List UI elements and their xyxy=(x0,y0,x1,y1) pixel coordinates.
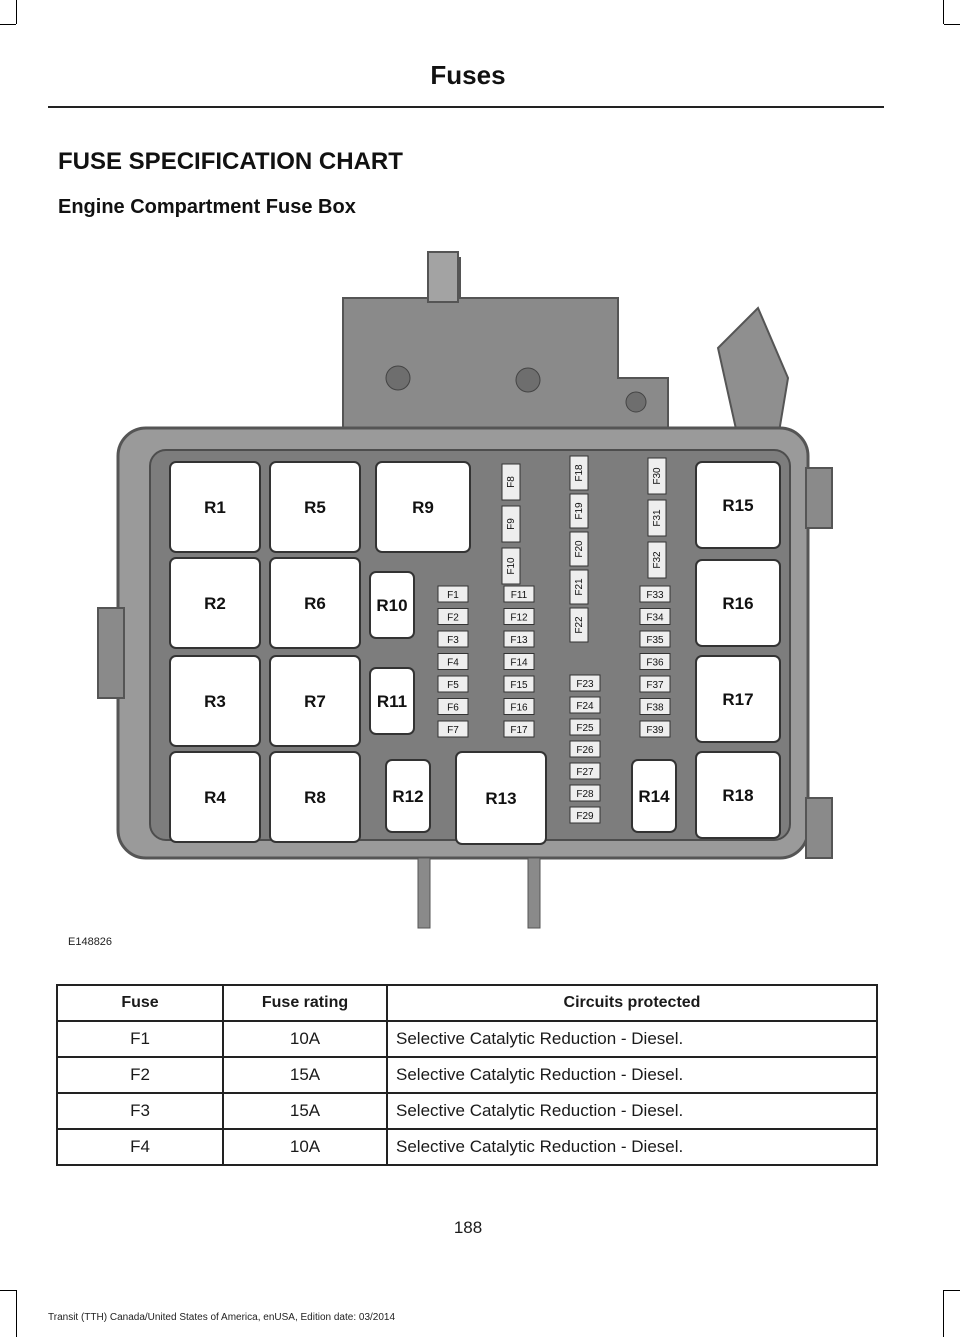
right-tab xyxy=(806,468,832,528)
fuse-label: F28 xyxy=(576,789,594,800)
relay-r13 xyxy=(456,752,546,844)
fuse-box-illustration xyxy=(58,238,880,950)
fuse-label: F26 xyxy=(576,745,594,756)
fuse-f26 xyxy=(570,741,600,757)
relay-r2 xyxy=(170,558,260,648)
crop-mark xyxy=(0,24,16,25)
fuse-cell: F2 xyxy=(57,1057,223,1093)
fuse-label: F35 xyxy=(646,635,664,646)
relay-r14 xyxy=(632,760,676,832)
table-row xyxy=(57,1021,877,1057)
fuse-f2 xyxy=(438,609,468,625)
fuse-label: F7 xyxy=(447,725,459,736)
relay-r18 xyxy=(696,752,780,838)
fuse-label: F27 xyxy=(576,767,594,778)
mount-leg xyxy=(418,858,430,928)
fuse-label: F13 xyxy=(510,635,528,646)
relay-r8 xyxy=(270,752,360,842)
crop-mark xyxy=(943,0,944,24)
fuse-f13 xyxy=(504,631,534,647)
fuse-f8 xyxy=(502,464,520,500)
circuit-cell: Selective Catalytic Reduction - Diesel. xyxy=(387,1129,877,1165)
relay-label: R5 xyxy=(304,498,326,517)
fuse-f27 xyxy=(570,763,600,779)
fuse-f19 xyxy=(570,494,588,528)
col-circuits-header: Circuits protected xyxy=(387,985,877,1021)
bolt-icon xyxy=(386,366,410,390)
relay-label: R7 xyxy=(304,692,326,711)
fuse-label: F16 xyxy=(510,702,528,714)
fuse-label: F24 xyxy=(576,701,594,712)
circuit-cell: Selective Catalytic Reduction - Diesel. xyxy=(387,1057,877,1093)
crop-mark xyxy=(944,24,960,25)
fuse-label: F6 xyxy=(447,702,459,714)
fuse-f18 xyxy=(570,456,588,490)
rating-cell: 10A xyxy=(223,1129,387,1165)
fuse-label: F33 xyxy=(646,590,664,601)
fuse-label: F36 xyxy=(646,657,664,669)
fuse-label: F8 xyxy=(506,476,517,488)
fuse-f3 xyxy=(438,631,468,647)
fuse-f32 xyxy=(648,542,666,578)
crop-mark xyxy=(16,0,17,24)
relay-r7 xyxy=(270,656,360,746)
relay-r16 xyxy=(696,560,780,646)
fuse-f15 xyxy=(504,676,534,692)
fuse-f36 xyxy=(640,654,670,670)
relay-label: R17 xyxy=(722,690,754,709)
fuse-f11 xyxy=(504,586,534,602)
fuse-cell: F1 xyxy=(57,1021,223,1057)
fuse-f14 xyxy=(504,654,534,670)
relay-label: R14 xyxy=(638,787,670,806)
fuse-label: F19 xyxy=(574,502,585,520)
fuse-f37 xyxy=(640,676,670,692)
relay-label: R11 xyxy=(376,692,408,711)
fuse-label: F9 xyxy=(506,518,517,530)
fuse-f25 xyxy=(570,719,600,735)
fuse-label: F37 xyxy=(646,680,664,691)
relay-label: R8 xyxy=(304,788,326,807)
fuse-f35 xyxy=(640,631,670,647)
rating-cell: 10A xyxy=(223,1021,387,1057)
fuse-label: F2 xyxy=(447,612,459,624)
fuse-f31 xyxy=(648,500,666,536)
fuse-f6 xyxy=(438,699,468,715)
relay-r11 xyxy=(370,668,414,734)
fuse-label: F15 xyxy=(510,680,528,691)
rating-cell: 15A xyxy=(223,1057,387,1093)
relay-r5 xyxy=(270,462,360,552)
relay-label: R9 xyxy=(412,498,434,517)
crop-mark xyxy=(0,1290,16,1291)
left-tab xyxy=(98,608,124,698)
relay-label: R3 xyxy=(204,692,226,711)
fuse-label: F34 xyxy=(646,612,664,624)
fuse-label: F39 xyxy=(646,725,664,736)
circuit-cell: Selective Catalytic Reduction - Diesel. xyxy=(387,1021,877,1057)
fuse-label: F21 xyxy=(574,578,585,596)
page-subtitle: Engine Compartment Fuse Box xyxy=(58,196,356,218)
fuse-f28 xyxy=(570,785,600,801)
fuse-f39 xyxy=(640,721,670,737)
relay-r15 xyxy=(696,462,780,548)
fuse-box-diagram xyxy=(58,238,880,950)
relay-label: R4 xyxy=(204,788,226,807)
fuse-label: F11 xyxy=(510,590,528,601)
diagram-code: E148826 xyxy=(68,936,113,948)
fuse-f17 xyxy=(504,721,534,737)
crop-mark xyxy=(944,1290,960,1291)
fuse-label: F25 xyxy=(576,723,594,734)
table-row xyxy=(57,1057,877,1093)
col-rating-header: Fuse rating xyxy=(223,985,387,1021)
relay-label: R12 xyxy=(392,787,424,806)
fuse-f4 xyxy=(438,654,468,670)
side-clip xyxy=(718,308,788,438)
relay-r10 xyxy=(370,572,414,638)
crop-mark xyxy=(16,1290,17,1337)
fuse-f30 xyxy=(648,458,666,494)
top-bracket xyxy=(343,258,668,428)
circuit-cell: Selective Catalytic Reduction - Diesel. xyxy=(387,1093,877,1129)
fuse-label: F32 xyxy=(652,551,663,569)
relay-r12 xyxy=(386,760,430,832)
bracket-tab xyxy=(428,252,458,302)
right-tab xyxy=(806,798,832,858)
fuse-f38 xyxy=(640,699,670,715)
col-fuse-header: Fuse xyxy=(57,985,223,1021)
fuse-f9 xyxy=(502,506,520,542)
fuse-f5 xyxy=(438,676,468,692)
relay-label: R10 xyxy=(376,596,408,615)
fuse-f24 xyxy=(570,697,600,713)
relay-label: R16 xyxy=(722,594,754,613)
fuse-label: F3 xyxy=(447,635,459,646)
relay-label: R6 xyxy=(304,594,326,613)
fuse-label: F38 xyxy=(646,702,664,714)
table-header-row xyxy=(57,985,877,1021)
page-title: FUSE SPECIFICATION CHART xyxy=(58,148,403,175)
header-rule xyxy=(48,106,884,108)
fuse-f33 xyxy=(640,586,670,602)
fuse-label: F14 xyxy=(510,657,528,669)
fuse-label: F23 xyxy=(576,679,594,690)
fuse-label: F17 xyxy=(510,725,528,736)
fuse-f20 xyxy=(570,532,588,566)
table-row xyxy=(57,1093,877,1129)
rating-cell: 15A xyxy=(223,1093,387,1129)
footer-text: Transit (TTH) Canada/United States of America, enUSA, Edition date: 03/2014 xyxy=(48,1312,396,1323)
fuse-f10 xyxy=(502,548,520,584)
mount-leg xyxy=(528,858,540,928)
fuse-f23 xyxy=(570,675,600,691)
page-number: 188 xyxy=(453,1218,483,1237)
relay-label: R18 xyxy=(722,786,754,805)
fuse-f34 xyxy=(640,609,670,625)
fuse-f1 xyxy=(438,586,468,602)
relay-label: R1 xyxy=(204,498,226,517)
fuse-label: F5 xyxy=(447,680,459,691)
fuse-f22 xyxy=(570,608,588,642)
fuse-f12 xyxy=(504,609,534,625)
fuse-label: F31 xyxy=(652,509,663,527)
fuse-f16 xyxy=(504,699,534,715)
fuse-label: F1 xyxy=(447,590,459,601)
relay-r4 xyxy=(170,752,260,842)
section-title: Fuses xyxy=(430,60,506,90)
fuse-f29 xyxy=(570,807,600,823)
table-row xyxy=(57,1129,877,1165)
fuse-label: F12 xyxy=(510,612,528,624)
relay-r1 xyxy=(170,462,260,552)
relay-label: R15 xyxy=(722,496,754,515)
fuse-spec-table xyxy=(56,984,878,1166)
bolt-icon xyxy=(516,368,540,392)
fuse-cell: F3 xyxy=(57,1093,223,1129)
fuse-label: F22 xyxy=(574,616,585,634)
fuse-label: F4 xyxy=(447,657,459,669)
fuse-label: F10 xyxy=(506,557,517,575)
relay-r9 xyxy=(376,462,470,552)
relay-r17 xyxy=(696,656,780,742)
relay-r3 xyxy=(170,656,260,746)
fuse-label: F29 xyxy=(576,811,594,822)
crop-mark xyxy=(943,1290,944,1337)
fuse-label: F30 xyxy=(652,467,663,485)
fuse-label: F20 xyxy=(574,540,585,558)
bolt-icon xyxy=(626,392,646,412)
relay-label: R13 xyxy=(485,789,517,808)
fuse-cell: F4 xyxy=(57,1129,223,1165)
fuse-f7 xyxy=(438,721,468,737)
relay-r6 xyxy=(270,558,360,648)
fuse-label: F18 xyxy=(574,464,585,482)
relay-label: R2 xyxy=(204,594,226,613)
fuse-f21 xyxy=(570,570,588,604)
